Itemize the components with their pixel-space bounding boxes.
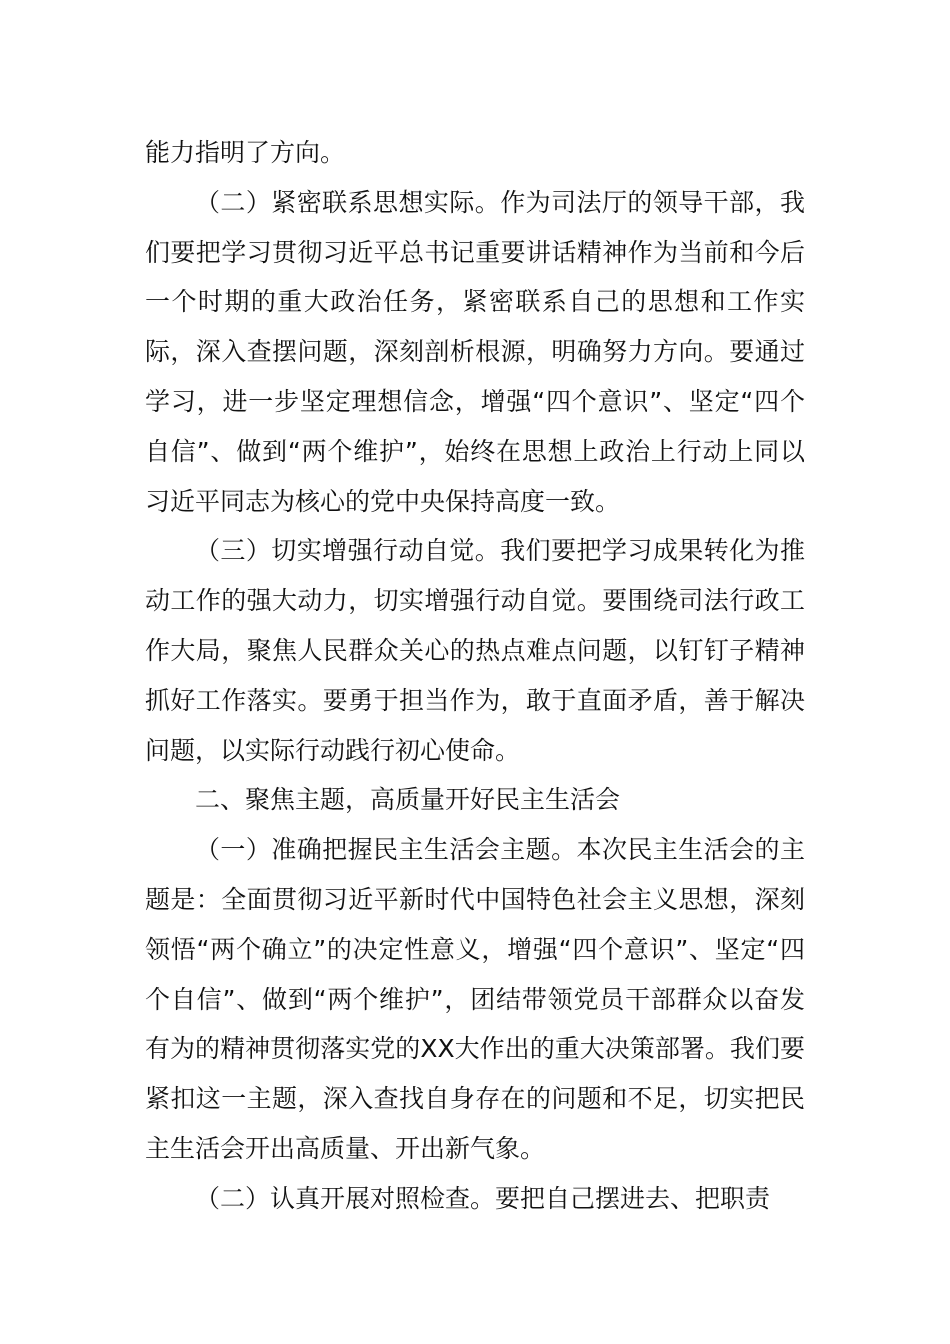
section-heading-focus-theme: 二、聚焦主题，高质量开好民主生活会 — [195, 785, 621, 815]
document-body — [145, 128, 805, 1224]
paragraph-self-check: （二）认真开展对照检查。要把自己摆进去、把职责 — [195, 1183, 771, 1213]
paragraph-link-to-thought: （二）紧密联系思想实际。作为司法厅的领导干部，我们要把学习贯彻习近平总书记重要讲话精神作为当前和今后一个时期的重大政治任务，紧密联系自己的思想和工作实际，深入查摆问题，深刻剖析根源，明确努力方向。要通过学习，进一步坚定理想信念，增强“四个意识”、坚定“四个自信”、做到“两个维护”，始终在思想上政治上行动上同以习近平同志为核心的党中央保持高度一致。 — [145, 187, 805, 516]
paragraph-grasp-theme: （一）准确把握民主生活会主题。本次民主生活会的主题是：全面贯彻习近平新时代中国特色社会主义思想，深刻领悟“两个确立”的决定性意义，增强“四个意识”、坚定“四个自信”、做到“两个维护”，团结带领党员干部群众以奋发有为的精神贯彻落实党的XX大作出的重大决策部署。我们要紧扣这一主题，深入查找自身存在的问题和不足，切实把民主生活会开出高质量、开出新气象。 — [145, 835, 805, 1163]
paragraph-continuation: 能力指明了方向。 — [145, 138, 346, 167]
paragraph-action-awareness: （三）切实增强行动自觉。我们要把学习成果转化为推动工作的强大动力，切实增强行动自觉。要围绕司法行政工作大局，聚焦人民群众关心的热点难点问题，以钉钉子精神抓好工作落实。要勇于担当作为，敢于直面矛盾，善于解决问题，以实际行动践行初心使命。 — [145, 536, 805, 765]
